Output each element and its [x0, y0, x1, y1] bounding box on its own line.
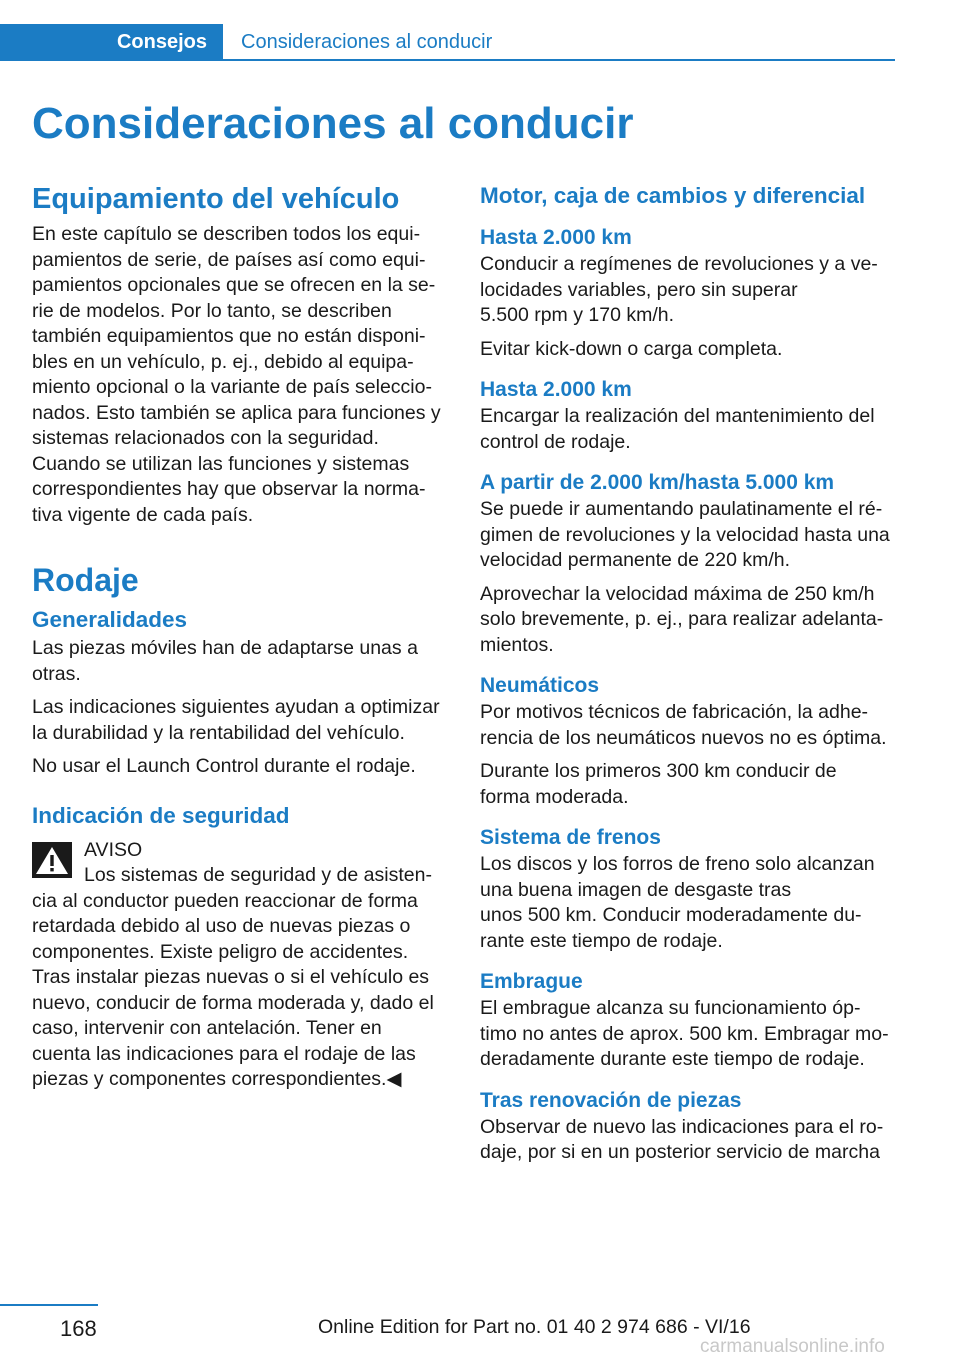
header-rule	[223, 59, 895, 61]
text-line: Durante los primeros 300 km conducir de	[480, 760, 837, 782]
left-column	[32, 182, 450, 1101]
tires-paragraph-2	[480, 759, 896, 810]
text-line: Cuando se utilizan las funciones y sistemas	[32, 452, 410, 475]
text-line: forma moderada.	[480, 785, 629, 808]
text-line: Los discos y los forros de freno solo alcanzan	[480, 853, 875, 875]
text-line: una buena imagen de desgaste tras	[480, 878, 792, 901]
text-line: componentes. Existe peligro de accidentes.	[32, 940, 409, 963]
text-line: Se puede ir aumentando paulatinamente el ré‐	[480, 498, 883, 520]
text-line: solo brevemente, p. ej., para realizar adelanta‐	[480, 608, 884, 630]
text-line: rencia de los neumáticos nuevos no es óptima.	[480, 726, 887, 749]
brakes-paragraph	[480, 852, 896, 954]
generalidades-paragraph-3: No usar el Launch Control durante el rodaje.	[32, 755, 416, 777]
text-line: timo no antes de aprox. 500 km. Embragar mo‐	[480, 1022, 889, 1045]
text-line: mientos.	[480, 633, 554, 656]
section-2000-5000-heading: A partir de 2.000 km/hasta 5.000 km	[480, 471, 835, 494]
text-line: pamientos de serie, de países así como equi‐	[32, 248, 426, 271]
text-line: piezas y componentes correspondientes.◀	[32, 1068, 402, 1090]
clutch-heading: Embrague	[480, 970, 583, 993]
section-2000-5000-paragraph-2	[480, 582, 896, 659]
text-line: pamientos opcionales que se ofrecen en la se‐	[32, 274, 436, 296]
motor-heading: Motor, caja de cambios y diferencial	[480, 183, 866, 208]
warning-text	[32, 889, 450, 1093]
text-line: tiva vigente de cada país.	[32, 503, 254, 526]
text-line: control de rodaje.	[480, 430, 631, 453]
text-line: cia al conductor pueden reaccionar de forma	[32, 889, 418, 912]
warning-first-line: Los sistemas de seguridad y de asisten‐	[84, 864, 432, 886]
text-line: correspondientes hay que observar la norma‐	[32, 478, 426, 500]
section-2000b-heading: Hasta 2.000 km	[480, 378, 632, 401]
text-line: gimen de revoluciones y la velocidad hasta una	[480, 523, 890, 546]
header-bar	[0, 24, 895, 61]
footer-rule	[0, 1304, 98, 1306]
warning-block	[32, 838, 450, 1093]
section-tab[interactable]: Consejos	[0, 24, 223, 61]
text-line: rante este tiempo de rodaje.	[480, 929, 723, 952]
text-line: Tras instalar piezas nuevas o si el vehículo es	[32, 966, 430, 988]
text-line: rie de modelos. Por lo tanto, se describen	[32, 299, 392, 322]
text-line: Aprovechar la velocidad máxima de 250 km/h	[480, 582, 875, 605]
clutch-paragraph	[480, 996, 896, 1073]
text-line: Encargar la realización del mantenimiento del	[480, 405, 875, 427]
rodaje-heading: Rodaje	[32, 562, 139, 598]
text-line: sistemas relacionados con la seguridad.	[32, 427, 379, 449]
equipment-heading: Equipamiento del vehículo	[32, 183, 400, 215]
text-line: la durabilidad y la rentabilidad del vehículo.	[32, 721, 405, 744]
text-line: El embrague alcanza su funcionamiento óp‐	[480, 997, 861, 1019]
tires-paragraph-1	[480, 700, 896, 751]
watermark: carmanualsonline.info	[700, 1336, 885, 1357]
text-line: Las piezas móviles han de adaptarse unas a	[32, 637, 418, 659]
section-2000-5000-paragraph-1	[480, 497, 896, 574]
text-line: Las indicaciones siguientes ayudan a optimizar	[32, 696, 440, 718]
section-2000-paragraph-2: Evitar kick-down o carga completa.	[480, 337, 783, 360]
brakes-heading: Sistema de frenos	[480, 826, 661, 849]
page-title: Consideraciones al conducir	[32, 99, 634, 148]
section-2000-paragraph-1	[480, 252, 896, 329]
text-line: retardada debido al uso de nuevas piezas o	[32, 915, 411, 937]
text-line: otras.	[32, 662, 81, 685]
equipment-paragraph	[32, 222, 450, 528]
warning-title: AVISO	[84, 838, 143, 861]
text-line: Por motivos técnicos de fabricación, la adhe‐	[480, 701, 869, 723]
breadcrumb[interactable]: Consideraciones al conducir	[241, 31, 493, 53]
text-line: En este capítulo se describen todos los equi‐	[32, 223, 421, 245]
renewal-paragraph	[480, 1115, 896, 1166]
text-line: daje, por si en un posterior servicio de marcha	[480, 1141, 880, 1163]
text-line: nuevo, conducir de forma moderada y, dado el	[32, 991, 434, 1014]
text-line: Conducir a regímenes de revoluciones y a ve‐	[480, 253, 878, 275]
tires-heading: Neumáticos	[480, 674, 600, 697]
text-line: deradamente durante este tiempo de rodaje.	[480, 1048, 865, 1070]
safety-heading: Indicación de seguridad	[32, 802, 290, 828]
edition-text: Online Edition for Part no. 01 40 2 974 686 - VI/16	[318, 1316, 751, 1338]
text-line: miento opcional o la variante de país seleccio‐	[32, 376, 432, 398]
text-line: locidades variables, pero sin superar	[480, 278, 798, 301]
text-line: nados. Esto también se aplica para funciones y	[32, 401, 441, 424]
text-line: cuenta las indicaciones para el rodaje de las	[32, 1042, 416, 1065]
text-line: Observar de nuevo las indicaciones para el ro‐	[480, 1115, 884, 1138]
text-line: unos 500 km. Conducir moderadamente du‐	[480, 904, 862, 926]
text-line: 5.500 rpm y 170 km/h.	[480, 304, 675, 326]
renewal-heading: Tras renovación de piezas	[480, 1088, 742, 1112]
text-line: velocidad permanente de 220 km/h.	[480, 549, 791, 571]
generalidades-heading: Generalidades	[32, 607, 188, 632]
warning-triangle-icon	[32, 842, 72, 878]
right-column	[480, 182, 896, 1174]
text-line: también equipamientos que no están disponi‐	[32, 325, 426, 347]
section-2000b-paragraph	[480, 404, 896, 455]
generalidades-paragraph-1	[32, 636, 450, 687]
page-number: 168	[60, 1316, 97, 1341]
text-line: bles en un vehículo, p. ej., debido al equipa‐	[32, 350, 414, 373]
section-2000-heading: Hasta 2.000 km	[480, 226, 632, 249]
text-line: caso, intervenir con antelación. Tener en	[32, 1017, 382, 1039]
generalidades-paragraph-2	[32, 695, 450, 746]
